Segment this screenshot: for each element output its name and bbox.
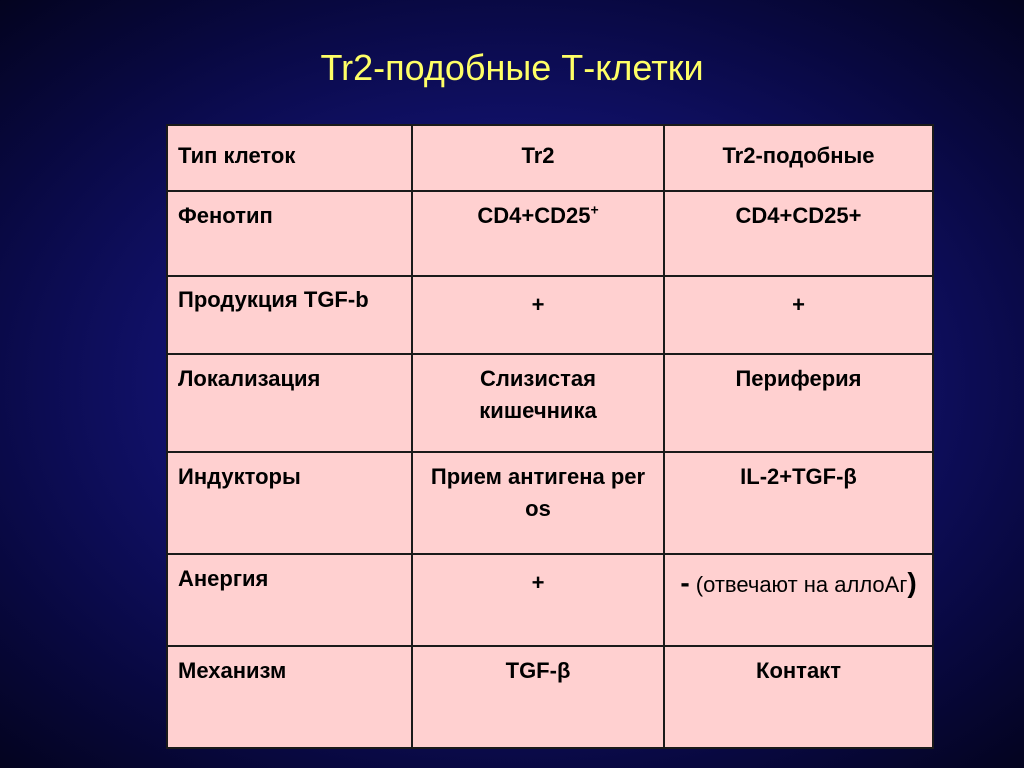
tr2-like-cell: IL-2+TGF-β: [664, 452, 933, 554]
tr2-like-cell: Контакт: [664, 646, 933, 748]
comparison-table: [166, 124, 934, 749]
tr2-cell: TGF-β: [412, 646, 664, 748]
table-row: [167, 276, 933, 354]
row-label: Тип клеток: [167, 125, 412, 191]
slide-title: Tr2-подобные Т-клетки: [320, 47, 704, 88]
table-row: [167, 646, 933, 748]
table-row: [167, 354, 933, 452]
tr2-cell: Tr2: [412, 125, 664, 191]
row-label: Фенотип: [167, 191, 412, 276]
tr2-cell: +: [412, 554, 664, 646]
row-label: Продукция TGF-b: [167, 276, 412, 354]
tr2-cell: Прием антигена per os: [412, 452, 664, 554]
table-row: [167, 554, 933, 646]
row-label: Механизм: [167, 646, 412, 748]
tr2-cell: Слизистая кишечника: [412, 354, 664, 452]
anergy-close-paren: ): [907, 567, 917, 598]
tr2-like-cell: Tr2-подобные: [664, 125, 933, 191]
row-label: Индукторы: [167, 452, 412, 554]
row-label: Анергия: [167, 554, 412, 646]
tr2-cell: +: [412, 276, 664, 354]
tr2-like-cell: +: [664, 276, 933, 354]
anergy-note: (отвечают на аллоАг: [689, 572, 908, 597]
tr2-phenotype-sup: +: [590, 201, 599, 218]
table-row: [167, 452, 933, 554]
table-row: [167, 191, 933, 276]
tr2-like-cell: [664, 554, 933, 646]
table-row: [167, 125, 933, 191]
tr2-like-cell: Периферия: [664, 354, 933, 452]
tr2-cell: [412, 191, 664, 276]
row-label: Локализация: [167, 354, 412, 452]
anergy-dash: -: [680, 567, 690, 598]
tr2-phenotype-main: CD4+CD25: [477, 203, 591, 228]
tr2-like-cell: CD4+CD25+: [664, 191, 933, 276]
